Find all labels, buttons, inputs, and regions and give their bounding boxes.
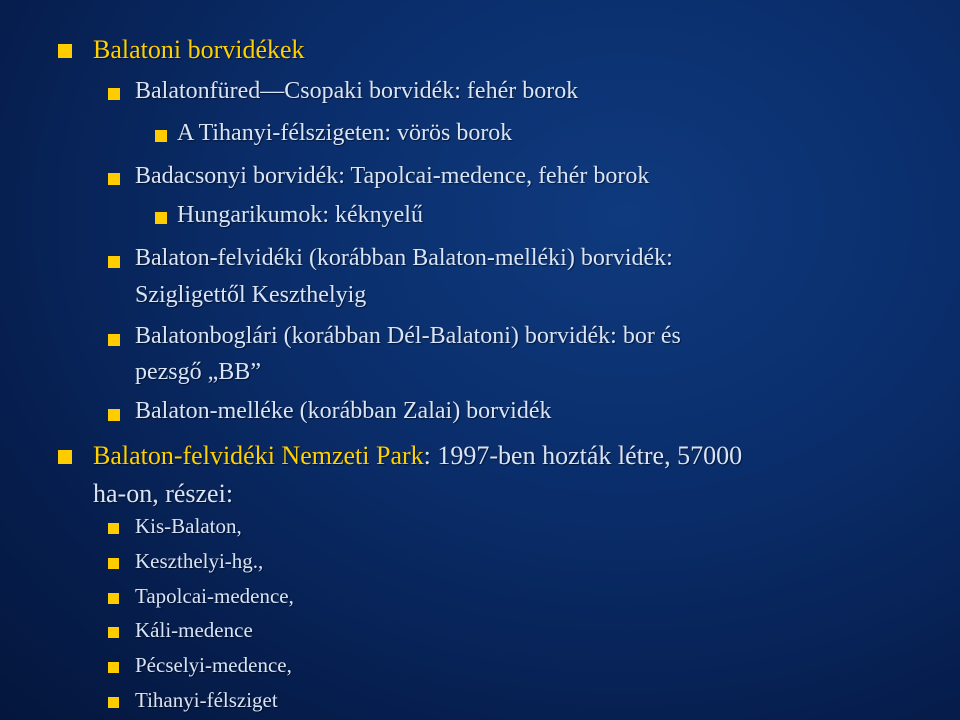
item-hungarikumok: Hungarikumok: kéknyelű (177, 202, 423, 228)
item-balaton-melleke: Balaton-melléke (korábban Zalai) borvidék (135, 398, 552, 424)
resz-item: Káli-medence (135, 618, 253, 642)
bullet-square-icon (108, 523, 119, 534)
bullet-square-icon (108, 88, 120, 100)
resz-item: Keszthelyi-hg., (135, 549, 264, 573)
bullet-square-icon (108, 173, 120, 185)
resz-item: Tihanyi-félsziget (135, 688, 278, 712)
item-balaton-felvideki-line1: Balaton-felvidéki (korábban Balaton-melléki) borvidék: (135, 245, 673, 271)
nemzeti-park-description: : 1997-ben hozták létre, 57000 (423, 441, 743, 470)
bullet-square-icon (108, 697, 119, 708)
heading-balatoni-borvidekek: Balatoni borvidékek (93, 35, 305, 64)
bullet-square-icon (58, 44, 72, 58)
item-balaton-felvideki-line2: Szigligettől Keszthelyig (135, 282, 367, 308)
bullet-square-icon (155, 212, 167, 224)
item-tihanyi-voros-borok: A Tihanyi-félszigeten: vörös borok (177, 120, 513, 146)
bullet-square-icon (108, 593, 119, 604)
bullet-square-icon (108, 334, 120, 346)
bullet-square-icon (108, 558, 119, 569)
nemzeti-park-link[interactable]: Balaton-felvidéki Nemzeti Park (93, 441, 424, 470)
item-nemzeti-park-line1 (93, 441, 742, 471)
bullet-square-icon (58, 450, 72, 464)
bullet-square-icon (155, 130, 167, 142)
item-balatonboglari-line1: Balatonboglári (korábban Dél-Balatoni) borvidék: bor és (135, 323, 681, 349)
bullet-square-icon (108, 627, 119, 638)
item-balatonfured: Balatonfüred—Csopaki borvidék: fehér borok (135, 78, 579, 104)
item-balatonboglari-line2: pezsgő „BB” (135, 359, 261, 385)
resz-item: Pécselyi-medence, (135, 653, 292, 677)
bullet-square-icon (108, 256, 120, 268)
bullet-square-icon (108, 409, 120, 421)
bullet-square-icon (108, 662, 119, 673)
resz-item: Tapolcai-medence, (135, 584, 294, 608)
item-badacsonyi: Badacsonyi borvidék: Tapolcai-medence, fehér borok (135, 163, 650, 189)
item-nemzeti-park-line2: ha-on, részei: (93, 479, 234, 508)
resz-item: Kis-Balaton, (135, 514, 242, 538)
